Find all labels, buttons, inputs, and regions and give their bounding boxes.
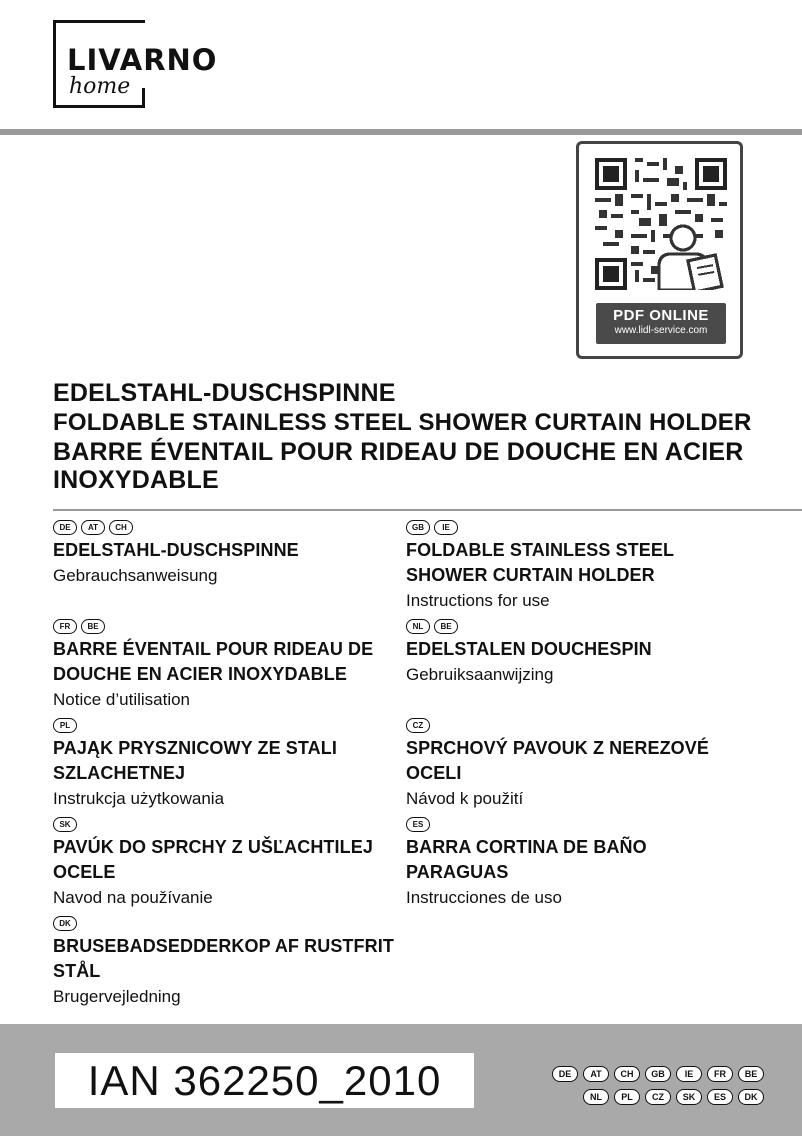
country-badge: FR <box>53 619 77 634</box>
header-divider <box>0 129 802 135</box>
country-badge: BE <box>81 619 105 634</box>
country-badge: CZ <box>406 718 430 733</box>
country-badge: AT <box>583 1066 609 1082</box>
country-codes <box>406 516 751 538</box>
country-badge: NL <box>583 1089 609 1105</box>
country-badge: PL <box>614 1089 640 1105</box>
title-de: EDELSTAHL-DUSCHSPINNE <box>53 379 396 407</box>
language-entry <box>406 813 751 910</box>
service-url[interactable]: www.lidl-service.com <box>614 325 708 336</box>
ian-box <box>55 1053 474 1108</box>
country-badge: ES <box>707 1089 733 1105</box>
logo-wordmark: LIVARNO <box>67 43 218 77</box>
product-name: SPRCHOVÝ PAVOUK Z NEREZOVÉ OCELI <box>406 738 709 783</box>
manual-type: Gebrauchsanweisung <box>53 566 218 585</box>
qr-code-icon <box>595 158 727 290</box>
country-codes <box>406 615 751 637</box>
manual-type: Gebruiksaanwijzing <box>406 665 554 684</box>
language-list-right <box>406 514 751 910</box>
logo-frame <box>142 88 145 108</box>
country-codes <box>406 714 751 736</box>
qr-code-card[interactable] <box>576 141 743 359</box>
country-badge: GB <box>645 1066 671 1082</box>
titles-divider <box>53 509 802 511</box>
language-entry <box>53 615 398 712</box>
product-name: BARRE ÉVENTAIL POUR RIDEAU DE DOUCHE EN ACIER INOXYDABLE <box>53 639 374 684</box>
pdf-online-badge[interactable] <box>596 303 726 344</box>
country-badge: DE <box>53 520 77 535</box>
product-name: FOLDABLE STAINLESS STEEL SHOWER CURTAIN HOLDER <box>406 540 674 585</box>
country-codes <box>406 813 751 835</box>
manual-type: Instrukcja użytkowania <box>53 789 225 808</box>
product-name: PAJĄK PRYSZNICOWY ZE STALI SZLACHETNEJ <box>53 738 337 783</box>
country-badge: DK <box>53 916 77 931</box>
country-codes <box>53 714 398 736</box>
country-badge: IE <box>434 520 458 535</box>
language-entry <box>406 516 751 613</box>
logo-frame <box>53 20 145 23</box>
country-codes <box>53 615 398 637</box>
language-entry <box>53 912 398 1009</box>
country-badge: GB <box>406 520 430 535</box>
language-entry <box>406 615 751 687</box>
country-codes <box>53 516 398 538</box>
footer-country-codes <box>552 1066 764 1082</box>
product-name: EDELSTAHL-DUSCHSPINNE <box>53 540 299 560</box>
livarno-home-logo <box>53 20 217 108</box>
country-badge: ES <box>406 817 430 832</box>
country-badge: PL <box>53 718 77 733</box>
language-entry <box>53 516 398 588</box>
country-badge: SK <box>676 1089 702 1105</box>
country-codes <box>53 912 398 934</box>
language-entry <box>406 714 751 811</box>
product-name: BRUSEBADSEDDERKOP AF RUSTFRIT STÅL <box>53 936 394 981</box>
manual-type: Navod na používanie <box>53 888 213 907</box>
country-badge: BE <box>738 1066 764 1082</box>
footer-country-codes <box>583 1089 764 1105</box>
manual-type: Brugervejledning <box>53 987 181 1006</box>
country-badge: IE <box>676 1066 702 1082</box>
manual-type: Instrucciones de uso <box>406 888 562 907</box>
logo-frame <box>53 20 56 108</box>
pdf-online-title: PDF ONLINE <box>613 307 709 324</box>
product-titles <box>53 378 798 494</box>
country-badge: CH <box>109 520 133 535</box>
title-gb: FOLDABLE STAINLESS STEEL SHOWER CURTAIN HOLDER <box>53 409 752 436</box>
country-badge: FR <box>707 1066 733 1082</box>
country-badge: DK <box>738 1089 764 1105</box>
country-badge: DE <box>552 1066 578 1082</box>
logo-subtitle: home <box>69 74 131 99</box>
ian-number: IAN 362250_2010 <box>87 1056 442 1104</box>
country-badge: NL <box>406 619 430 634</box>
country-codes <box>53 813 398 835</box>
country-badge: BE <box>434 619 458 634</box>
product-name: PAVÚK DO SPRCHY Z UŠĽACHTILEJ OCELE <box>53 837 373 882</box>
language-entry <box>53 714 398 811</box>
logo-frame <box>53 105 145 108</box>
manual-type: Notice d’utilisation <box>53 690 191 709</box>
country-badge: CZ <box>645 1089 671 1105</box>
title-fr: BARRE ÉVENTAIL POUR RIDEAU DE DOUCHE EN ACIER INOXYDABLE <box>53 438 744 494</box>
manual-type: Návod k použití <box>406 789 524 808</box>
country-badge: AT <box>81 520 105 535</box>
manual-type: Instructions for use <box>406 591 550 610</box>
product-name: EDELSTALEN DOUCHESPIN <box>406 639 652 659</box>
product-name: BARRA CORTINA DE BAÑO PARAGUAS <box>406 837 647 882</box>
language-list-left <box>53 514 398 1009</box>
country-badge: SK <box>53 817 77 832</box>
country-badge: CH <box>614 1066 640 1082</box>
language-entry <box>53 813 398 910</box>
